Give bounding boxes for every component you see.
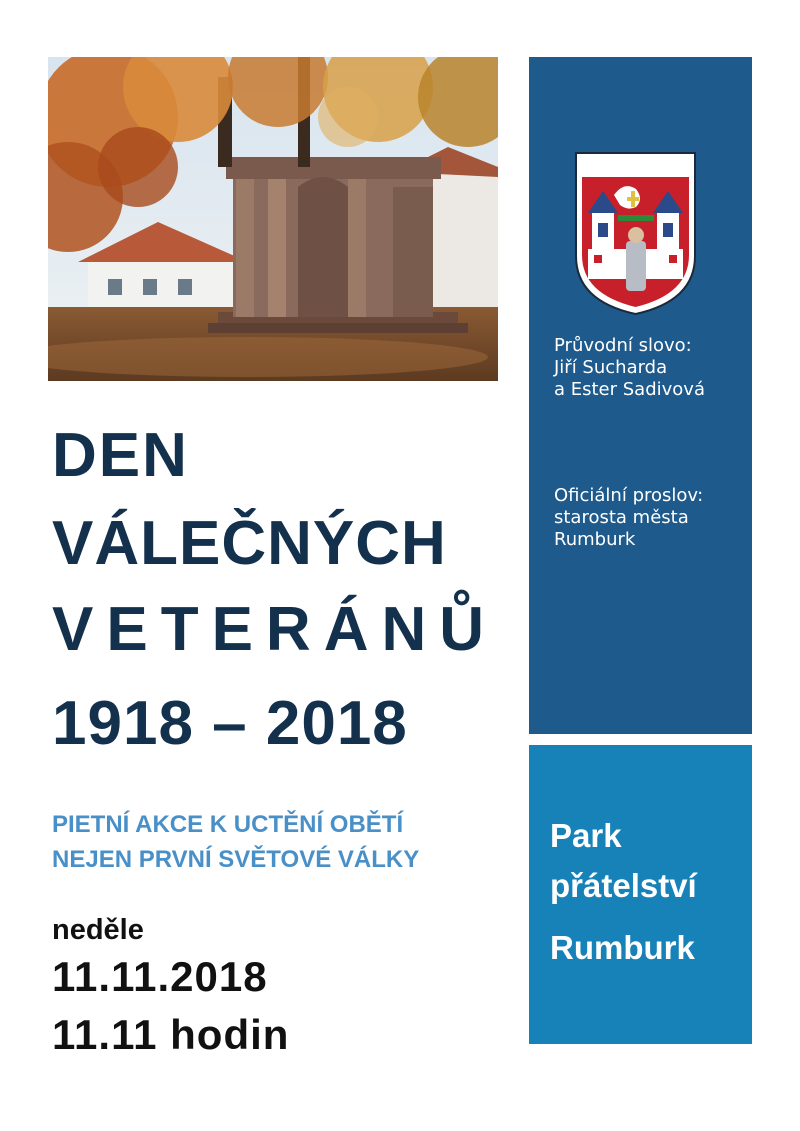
- event-time: 11.11 hodin: [52, 1011, 290, 1058]
- location-panel: [529, 745, 752, 1044]
- title-line-1: DEN: [52, 421, 189, 490]
- location-line-3: Rumburk: [550, 929, 695, 966]
- event-date: 11.11.2018: [52, 953, 268, 1000]
- title-line-3: VETERÁNŮ: [52, 595, 498, 664]
- event-day: neděle: [52, 914, 144, 946]
- location-line-2: přátelství: [550, 867, 697, 904]
- title-years: 1918 – 2018: [52, 689, 408, 758]
- town-crest-icon: [574, 151, 697, 316]
- title-line-2: VÁLEČNÝCH: [52, 509, 447, 578]
- info-panel: [529, 57, 752, 734]
- intro-name-1: Jiří Sucharda: [554, 357, 668, 378]
- subtitle-line-1: PIETNÍ AKCE K UCTĚNÍ OBĚTÍ: [52, 811, 404, 838]
- intro-label: Průvodní slovo:: [554, 335, 692, 356]
- intro-speakers: [554, 335, 705, 401]
- speech-label: Oficiální proslov:: [554, 485, 704, 506]
- official-speech: [554, 485, 703, 551]
- subtitle-line-2: NEJEN PRVNÍ SVĚTOVÉ VÁLKY: [52, 846, 420, 873]
- memorial-photo: [48, 57, 498, 381]
- location-line-1: Park: [550, 817, 622, 854]
- speech-name-1: starosta města: [554, 507, 689, 528]
- speech-name-2: Rumburk: [554, 529, 636, 550]
- intro-name-2: a Ester Sadivová: [554, 379, 705, 400]
